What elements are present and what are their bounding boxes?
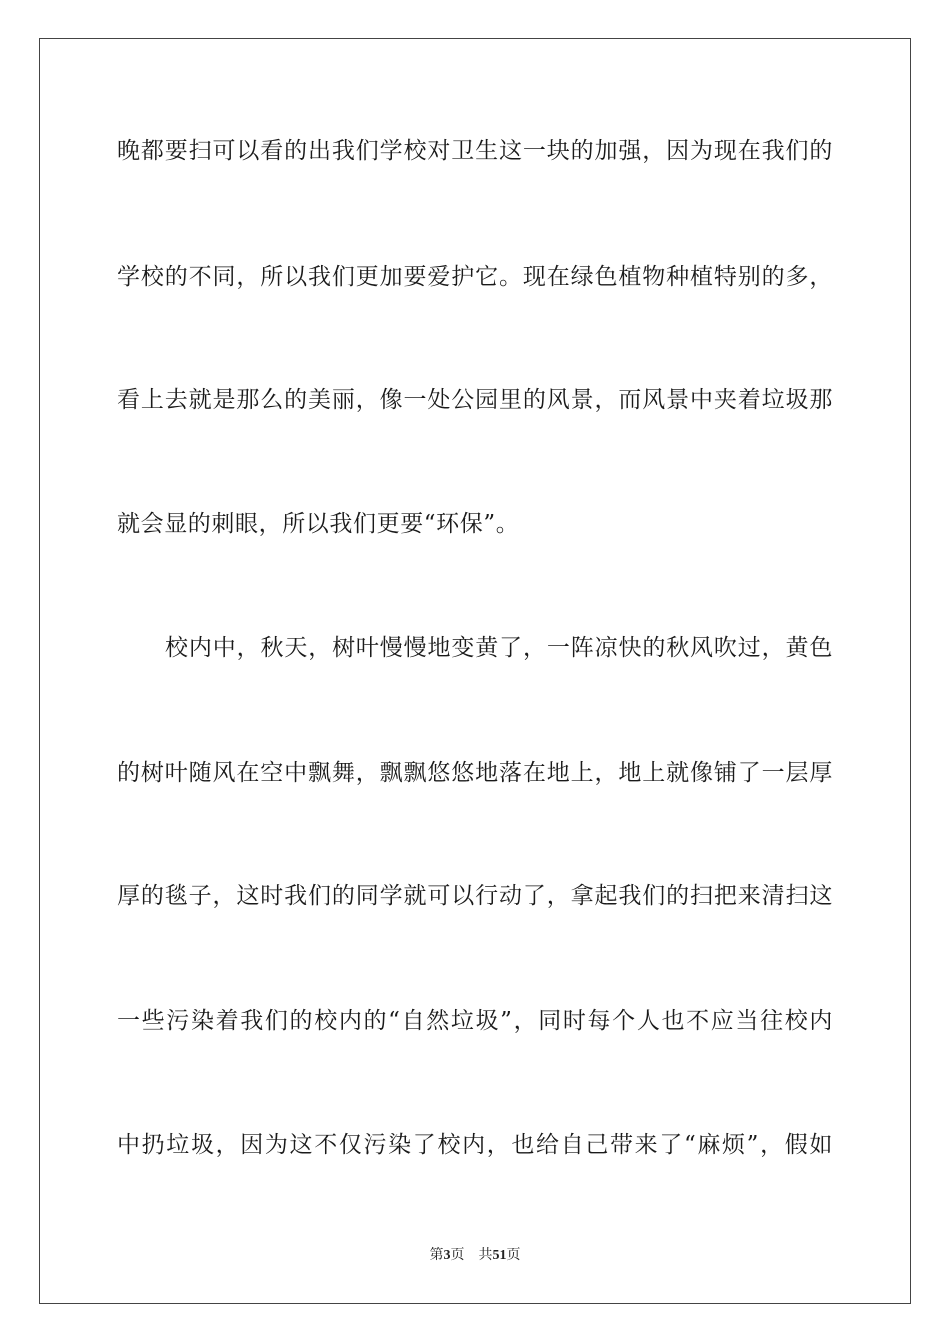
paragraph-line-7: 厚的毯子，这时我们的同学就可以行动了，拿起我们的扫把来清扫这	[117, 883, 833, 909]
total-pages: 51	[492, 1248, 507, 1263]
paragraph-line-1: 晚都要扫可以看的出我们学校对卫生这一块的加强，因为现在我们的	[117, 138, 833, 164]
paragraph-line-3: 看上去就是那么的美丽，像一处公园里的风景，而风景中夹着垃圾那	[117, 387, 833, 413]
total-prefix: 共	[478, 1248, 493, 1263]
paragraph-line-8: 一些污染着我们的校内的“自然垃圾”，同时每个人也不应当往校内	[117, 1008, 833, 1034]
page-border	[39, 38, 911, 1304]
page-footer	[0, 1247, 950, 1265]
paragraph-line-5: 校内中，秋天，树叶慢慢地变黄了，一阵凉快的秋风吹过，黄色	[165, 635, 833, 661]
page-number: 3	[443, 1248, 451, 1263]
total-suffix: 页	[506, 1248, 521, 1263]
paragraph-line-6: 的树叶随风在空中飘舞，飘飘悠悠地落在地上，地上就像铺了一层厚	[117, 760, 833, 786]
paragraph-line-4: 就会显的刺眼，所以我们更要“环保”。	[117, 511, 520, 537]
paragraph-line-9: 中扔垃圾，因为这不仅污染了校内，也给自己带来了“麻烦”，假如	[117, 1132, 833, 1158]
page-suffix: 页	[450, 1248, 465, 1263]
paragraph-line-2: 学校的不同，所以我们更加要爱护它。现在绿色植物种植特别的多，	[117, 264, 833, 290]
page-prefix: 第	[429, 1248, 444, 1263]
